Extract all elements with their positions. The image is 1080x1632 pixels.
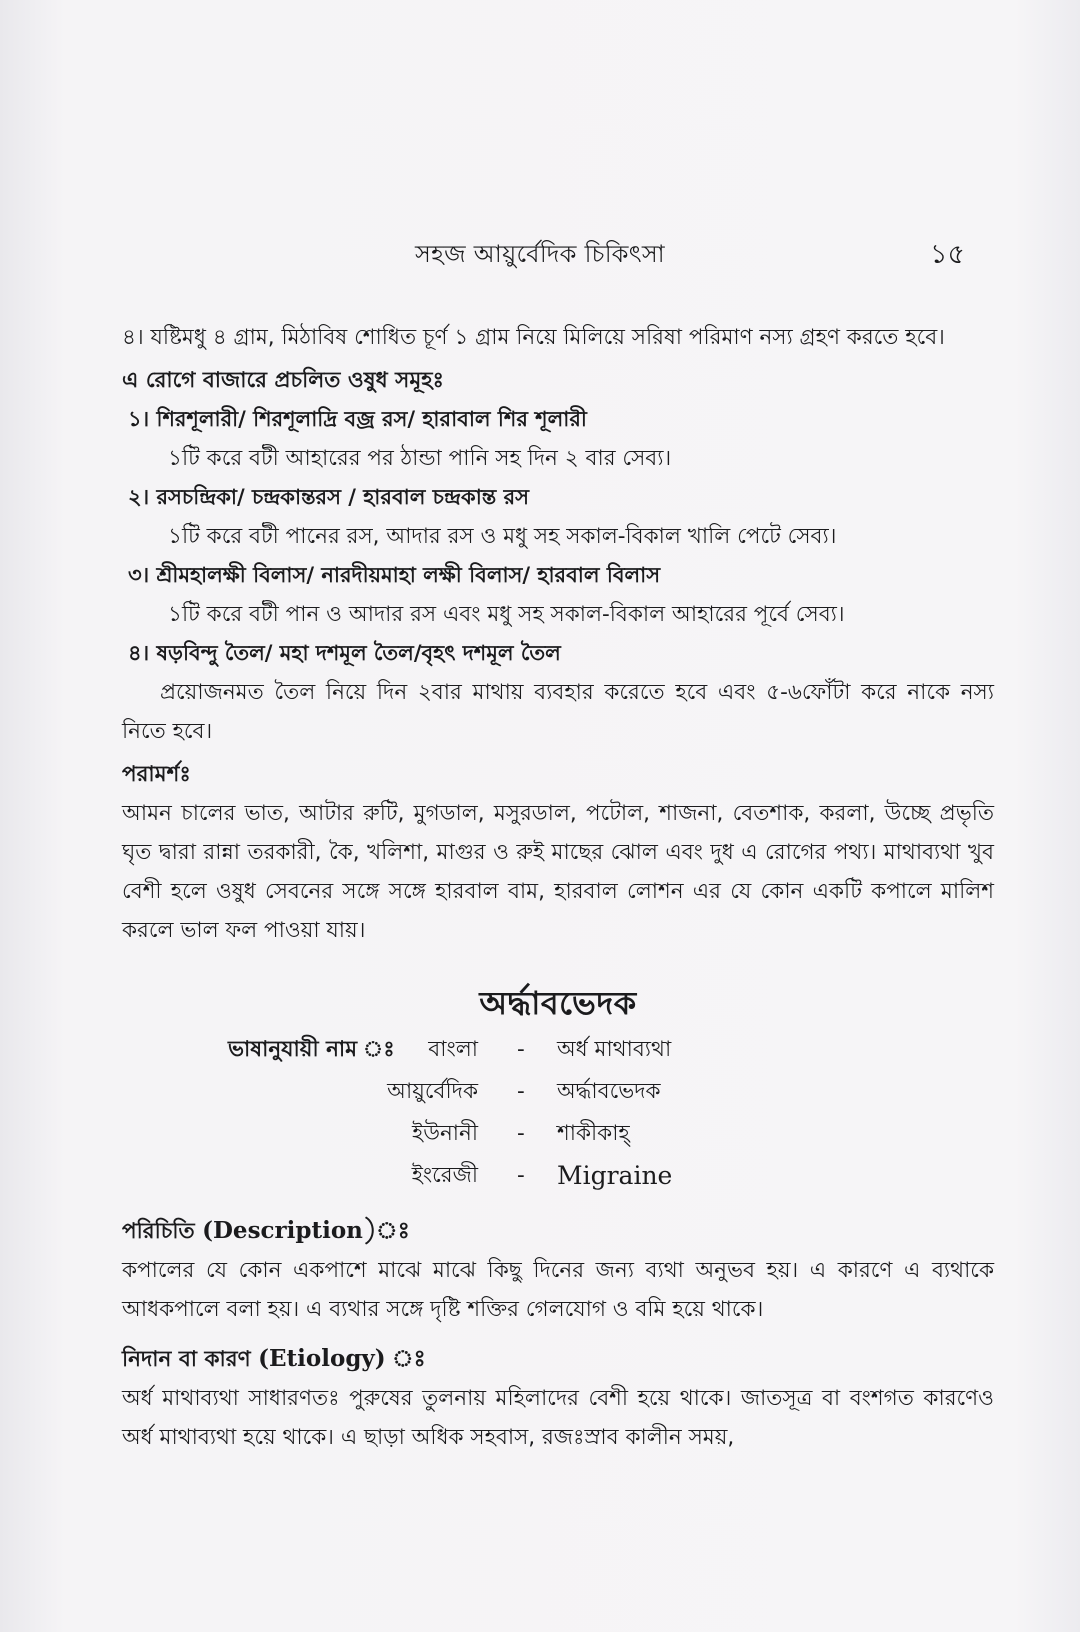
name-lang: আয়ুর্বেদিক (387, 1079, 478, 1104)
name-row-english (122, 1155, 994, 1197)
name-value: অর্ধ মাথাব্যথা (557, 1037, 672, 1062)
intro-remedy: ৪। যষ্টিমধু ৪ গ্রাম, মিঠাবিষ শোধিত চূর্ণ ১ গ্রাম নিয়ে মিলিয়ে সরিষা পরিমাণ নস্য গ্রহণ করতে হবে। (122, 325, 945, 350)
description-heading (122, 1211, 994, 1251)
medicine-4-dose: প্রয়োজনমত তৈল নিয়ে দিন ২বার মাথায় ব্যবহার করেতে হবে এবং ৫-৬ফোঁটা করে নাকে নস্য নিতে হবে। (122, 680, 994, 744)
medicine-1-dose: ১টি করে বটী আহারের পর ঠান্ডা পানি সহ দিন ২ বার সেব্য। (168, 446, 672, 471)
running-title: সহজ আয়ুর্বেদিক চিকিৎসা (415, 240, 665, 268)
etiology-text: অর্ধ মাথাব্যথা সাধারণতঃ পুরুষের তুলনায় মহিলাদের বেশী হয়ে থাকে। জাতসূত্র বা বংশগত কারণেও অর্ধ মাথাব্যথা হয়ে থাকে। এ ছাড়া অধিক সহবাস, রজঃস্রাব কালীন সময়, (122, 1386, 994, 1450)
market-medicines-heading: এ রোগে বাজারে প্রচলিত ওষুধ সমূহঃ (122, 368, 445, 393)
medicine-2-name: ২। রসচন্দ্রিকা/ চন্দ্রকান্তরস / হারবাল চন্দ্রকান্ত রস (128, 485, 529, 509)
name-lang: বাংলা (428, 1037, 478, 1062)
description-heading-en: (Description)ঃ (202, 1217, 410, 1244)
etiology-heading-bn: নিদান বা কারণ (122, 1347, 251, 1372)
name-value: শাকীকাহ্ (557, 1121, 630, 1146)
name-row-bangla (122, 1029, 994, 1071)
advice-text: আমন চালের ভাত, আটার রুটি, মুগডাল, মসুরডাল, পটোল, শাজনা, বেতশাক, করলা, উচ্ছে প্রভৃতি ঘৃত দ্বারা রান্না তরকারী, কৈ, খলিশা, মাগুর ও রুই মাছের ঝোল এবং দুধ এ রোগের পথ্য। মাথাব্যথা খুব বেশী হলে ওষুধ সেবনের সঙ্গে সঙ্গে হারবাল বাম, হারবাল লোশন এর যে কোন একটি কপালে মালিশ করলে ভাল ফল পাওয়া যায়। (122, 801, 994, 943)
name-sep: - (517, 1163, 525, 1188)
description-heading-bn: পরিচিতি (122, 1219, 195, 1244)
names-table (122, 1029, 994, 1201)
name-lang: ইউনানী (412, 1121, 478, 1146)
page-content (122, 318, 994, 1457)
name-value: অর্দ্ধাবভেদক (557, 1079, 661, 1104)
name-row-ayurvedic (122, 1071, 994, 1113)
medicine-3-dose: ১টি করে বটী পান ও আদার রস এবং মধু সহ সকাল-বিকাল আহারের পূর্বে সেব্য। (168, 602, 845, 627)
name-sep: - (517, 1079, 525, 1104)
page-header (0, 236, 1080, 276)
name-value: Migraine (557, 1161, 673, 1190)
etiology-heading-en: (Etiology) ঃ (258, 1345, 426, 1372)
names-label: ভাষানুযায়ী নাম ঃ (228, 1037, 395, 1062)
topic-title: অর্দ্ধাবভেদক (479, 984, 637, 1022)
etiology-heading (122, 1339, 994, 1379)
medicine-2-dose: ১টি করে বটী পানের রস, আদার রস ও মধু সহ সকাল-বিকাল খালি পেটে সেব্য। (168, 524, 837, 549)
medicine-3-name: ৩। শ্রীমহালক্ষী বিলাস/ নারদীয়মাহা লক্ষী বিলাস/ হারবাল বিলাস (128, 563, 661, 587)
advice-heading: পরামর্শঃ (122, 762, 191, 787)
medicine-1-name: ১। শিরশূলারী/ শিরশূলাদ্রি বজ্র রস/ হারাবাল শির শূলারী (128, 407, 587, 431)
page-number: ১৫ (929, 239, 965, 270)
description-text: কপালের যে কোন একপাশে মাঝে মাঝে কিছু দিনের জন্য ব্যথা অনুভব হয়। এ কারণে এ ব্যথাকে আধকপালে বলা হয়। এ ব্যথার সঙ্গে দৃষ্টি শক্তির গেলযোগ ও বমি হয়ে থাকে। (122, 1258, 994, 1322)
name-row-unani (122, 1113, 994, 1155)
name-sep: - (517, 1121, 525, 1146)
name-sep: - (517, 1037, 525, 1062)
medicine-4-name: ৪। ষড়বিন্দু তৈল/ মহা দশমূল তৈল/বৃহৎ দশমূল তৈল (128, 641, 561, 665)
name-lang: ইংরেজী (411, 1163, 478, 1188)
